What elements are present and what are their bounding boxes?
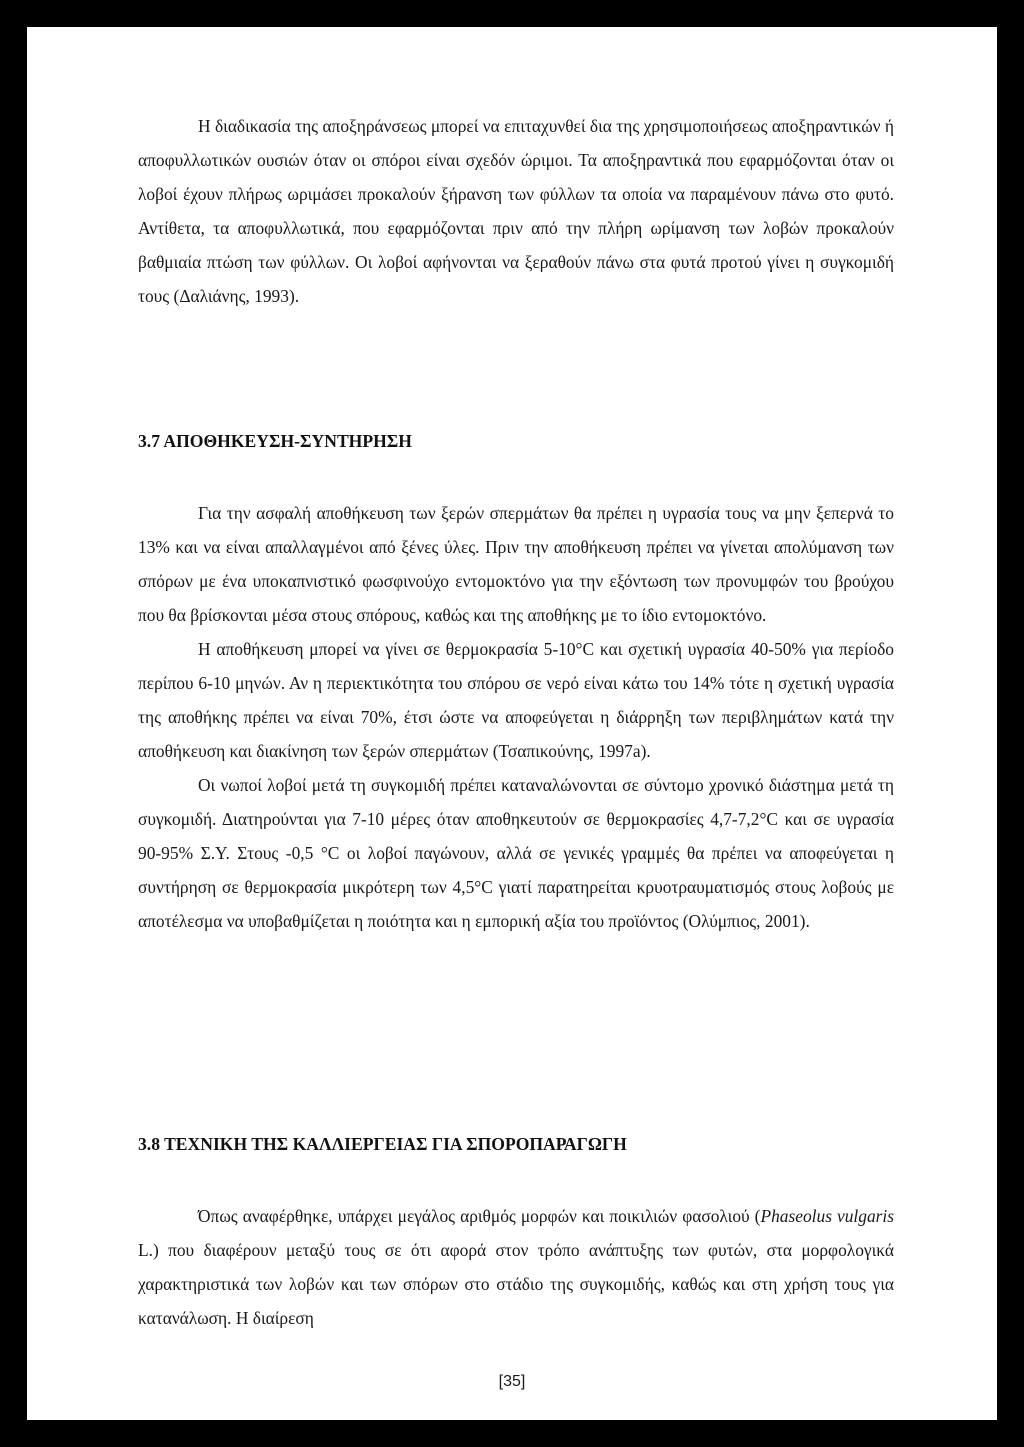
text-section-storage — [138, 496, 894, 938]
paragraph-varieties-start: Όπως αναφέρθηκε, υπάρχει μεγάλος αριθμός μορφών και ποικιλιών φασολιού ( — [198, 1206, 761, 1226]
paragraph-fresh-pods: Οι νωποί λοβοί μετά τη συγκομιδή πρέπει καταναλώνονται σε σύντομο χρονικό διάστημα μετά τη συγκομιδή. Διατηρούνται για 7-10 μέρες όταν αποθηκευτούν σε θερμοκρασίες 4,7-7,2°C και σε υγρασία 90-95% Σ.Υ. Στους -0,5 °C οι λοβοί παγώνουν, αλλά σε γενικές γραμμές θα πρέπει να αποφεύγεται η συντήρηση σε θερμοκρασία μικρότερη των 4,5°C γιατί παρατηρείται κρυοτραυματισμός στους λοβούς με αποτέλεσμα να υποβαθμίζεται η ποιότητα και η εμπορική αξία του προϊόντος (Ολύμπιος, 2001). — [138, 775, 894, 931]
paragraph-storage-conditions: Η αποθήκευση μπορεί να γίνει σε θερμοκρασία 5-10°C και σχετική υγρασία 40-50% για περίοδο περίπου 6-10 μηνών. Αν η περιεκτικότητα του σπόρου σε νερό είναι κάτω του 14% τότε η σχετική υγρασία της αποθήκης πρέπει να είναι 70%, έτσι ώστε να αποφεύγεται η διάρρηξη των περιβλημάτων κατά την αποθήκευση και διακίνηση των ξερών σπερμάτων (Τσαπικούνης, 1997a). — [138, 639, 894, 761]
paragraph-varieties-end: L.) που διαφέρουν μεταξύ τους σε ότι αφορά στον τρόπο ανάπτυξης των φυτών, στα μορφολογικά χαρακτηριστικά των λοβών και των σπόρων στο στάδιο της συγκομιδής, καθώς και στη χρήση τους για κατανάλωση. Η διαίρεση — [138, 1240, 894, 1328]
heading-seed-production: 3.8 ΤΕΧΝΙΚΗ ΤΗΣ ΚΑΛΛΙΕΡΓΕΙΑΣ ΓΙΑ ΣΠΟΡΟΠΑΡΑΓΩΓΗ — [138, 1134, 627, 1154]
page-number: [35] — [498, 1373, 526, 1390]
text-section-drying — [138, 109, 894, 313]
species-name: Phaseolus vulgaris — [760, 1206, 895, 1226]
paragraph-storage-safety: Για την ασφαλή αποθήκευση των ξερών σπερμάτων θα πρέπει η υγρασία τους να μην ξεπερνά το 13% και να είναι απαλλαγμένοι από ξένες ύλες. Πριν την αποθήκευση πρέπει να γίνεται απολύμανση των σπόρων με ένα υποκαπνιστικό φωσφινούχο εντομοκτόνο για την εξόντωση των προνυμφών του βρούχου που θα βρίσκονται μέσα στους σπόρους, καθώς και της αποθήκης με το ίδιο εντομοκτόνο. — [138, 503, 894, 625]
paragraph-varieties — [138, 1199, 894, 1335]
text-section-seed-production — [138, 1199, 894, 1335]
heading-storage: 3.7 ΑΠΟΘΗΚΕΥΣΗ-ΣΥΝΤΗΡΗΣΗ — [138, 431, 412, 451]
document-page — [27, 27, 997, 1420]
paragraph-drying: Η διαδικασία της αποξηράνσεως μπορεί να επιταχυνθεί δια της χρησιμοποιήσεως αποξηραντικών ή αποφυλλωτικών ουσιών όταν οι σπόροι είναι σχεδόν ώριμοι. Τα αποξηραντικά που εφαρμόζονται όταν οι λοβοί έχουν πλήρως ωριμάσει προκαλούν ξήρανση των φύλλων τα οποία να παραμένουν πάνω στο φυτό. Αντίθετα, τα αποφυλλωτικά, που εφαρμόζονται πριν από την πλήρη ωρίμανση των λοβών προκαλούν βαθμιαία πτώση των φύλλων. Οι λοβοί αφήνονται να ξεραθούν πάνω στα φυτά προτού γίνει η συγκομιδή τους (Δαλιάνης, 1993). — [138, 116, 894, 306]
